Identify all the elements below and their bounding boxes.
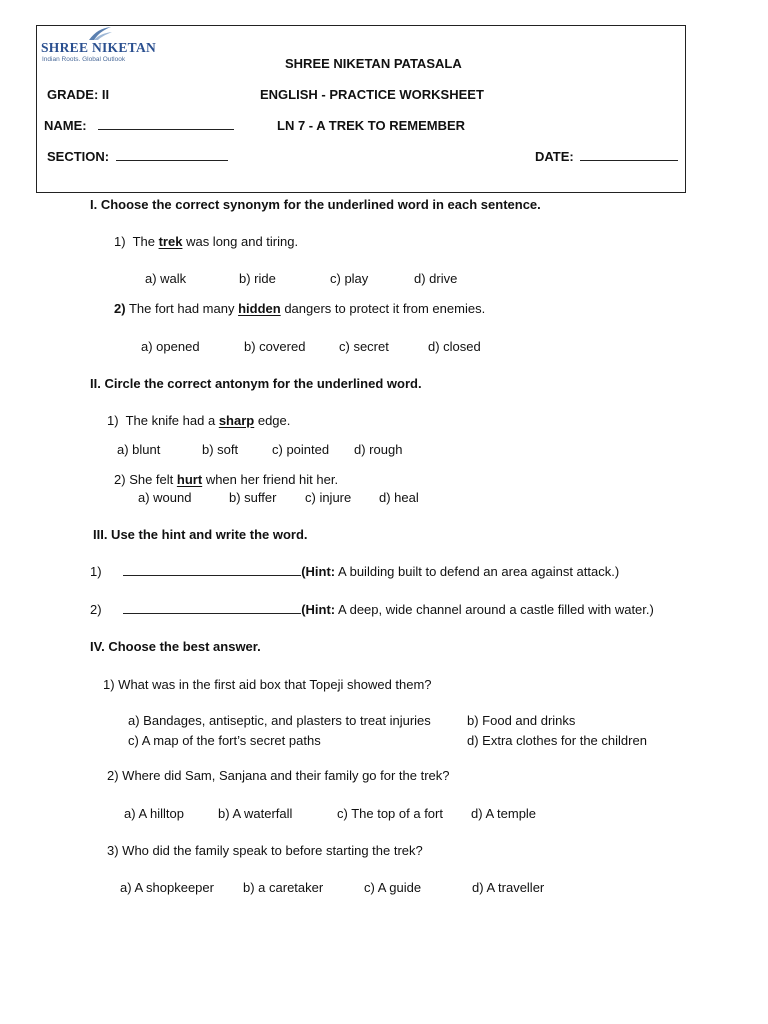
option[interactable]: a) wound [138,490,192,505]
underlined-word: sharp [218,413,255,428]
question-text: edge. [257,413,291,428]
s3-question-2 [90,602,654,617]
question-text: The fort had many [128,301,235,316]
option[interactable]: b) suffer [229,490,277,505]
option[interactable]: d) drive [414,271,458,286]
question-number: 2) [114,472,126,487]
date-label: DATE: [535,149,574,164]
worksheet-subject: ENGLISH - PRACTICE WORKSHEET [260,87,484,102]
section-1-title: I. Choose the correct synonym for the underlined word in each sentence. [90,197,541,212]
question-text: was long and tiring. [186,234,299,249]
option[interactable]: d) rough [354,442,403,457]
option[interactable]: d) heal [379,490,419,505]
question-text: The [132,234,155,249]
question-number: 1) [114,234,126,249]
s4-question-2: 2) Where did Sam, Sanjana and their family go for the trek? [107,768,450,783]
underlined-word: trek [158,234,183,249]
option[interactable]: a) blunt [117,442,161,457]
option[interactable]: d) closed [428,339,481,354]
option[interactable]: d) Extra clothes for the children [467,733,647,748]
question-number: 2) [90,602,102,617]
answer-blank[interactable] [123,564,301,576]
option[interactable]: c) A map of the fort’s secret paths [128,733,321,748]
option[interactable]: c) pointed [272,442,330,457]
section-label: SECTION: [47,149,110,164]
grade-label: GRADE: II [47,87,110,102]
option[interactable]: b) Food and drinks [467,713,576,728]
option[interactable]: a) opened [141,339,200,354]
name-row [44,118,234,133]
option[interactable]: a) Bandages, antiseptic, and plasters to treat injuries [128,713,431,728]
option[interactable]: c) injure [305,490,352,505]
option[interactable]: b) A waterfall [218,806,293,821]
section-4-title: IV. Choose the best answer. [90,639,261,654]
option[interactable]: b) a caretaker [243,880,324,895]
hint-text: A deep, wide channel around a castle filled with water.) [338,602,654,617]
question-number: 2) [114,301,126,316]
s2-question-1 [107,413,290,428]
date-row [535,149,678,164]
s2-question-2 [114,472,338,487]
s4-question-3: 3) Who did the family speak to before starting the trek? [107,843,423,858]
section-row [47,149,228,164]
name-blank[interactable] [98,118,234,130]
s4-question-1: 1) What was in the first aid box that Topeji showed them? [103,677,432,692]
hint-label: (Hint: [301,564,336,579]
date-blank[interactable] [580,149,678,161]
hint-label: (Hint: [301,602,336,617]
option[interactable]: a) A shopkeeper [120,880,214,895]
option[interactable]: d) A temple [471,806,537,821]
option[interactable]: b) ride [239,271,276,286]
section-2-title: II. Circle the correct antonym for the underlined word. [90,376,422,391]
option[interactable]: a) A hilltop [124,806,184,821]
option[interactable]: c) A guide [364,880,422,895]
question-number: 1) [90,564,102,579]
option[interactable]: a) walk [145,271,187,286]
option[interactable]: c) play [330,271,369,286]
s3-question-1 [90,564,619,579]
logo-name: SHREE NIKETAN [41,40,157,55]
option[interactable]: b) soft [202,442,239,457]
section-3-title: III. Use the hint and write the word. [93,527,308,542]
option[interactable]: c) secret [339,339,389,354]
option[interactable]: d) A traveller [472,880,545,895]
logo-tagline: Indian Roots. Global Outlook [42,56,126,63]
question-number: 1) [107,413,119,428]
question-text: She felt [129,472,174,487]
hint-text: A building built to defend an area against attack.) [338,564,620,579]
name-label: NAME: [44,118,87,133]
question-text: The knife had a [125,413,216,428]
underlined-word: hurt [176,472,203,487]
s1-question-2 [114,301,485,316]
section-blank[interactable] [116,149,228,161]
answer-blank[interactable] [123,602,301,614]
underlined-word: hidden [238,301,281,316]
school-logo [41,26,165,66]
question-text: when her friend hit her. [205,472,339,487]
lesson-title: LN 7 - A TREK TO REMEMBER [277,118,466,133]
option[interactable]: b) covered [244,339,306,354]
question-text: dangers to protect it from enemies. [284,301,486,316]
school-name: SHREE NIKETAN PATASALA [285,56,462,71]
option[interactable]: c) The top of a fort [337,806,443,821]
s1-question-1 [114,234,298,249]
